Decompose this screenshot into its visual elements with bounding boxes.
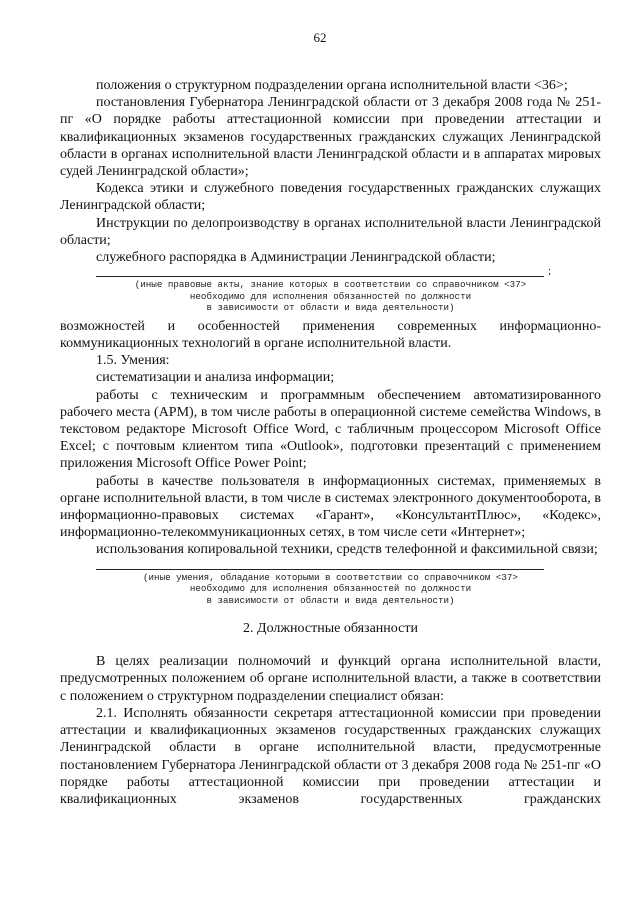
paragraph: Кодекса этики и служебного поведения государственных гражданских служащих Ленинградской области; <box>60 181 601 214</box>
footnote-line: необходимо для исполнения обязанностей по должности <box>189 583 472 595</box>
document-body <box>60 77 601 808</box>
paragraph: систематизации и анализа информации; <box>96 370 335 386</box>
footnote-line: (иные правовые акты, знание которых в соответствии со справочником <37> <box>134 279 527 291</box>
paragraph: Инструкции по делопроизводству в органах исполнительной власти Ленинградской области; <box>60 215 601 248</box>
paragraph: работы в качестве пользователя в информационных системах, применяемых в органе исполнительной власти, в том числе в системах электронного документооборота, в информационно-правовых системах «Гарант», «КонсультантПлюс», «Кодекс», информационно-телекоммуникационных сетях, в том числе сети «Интернет»; <box>60 473 601 541</box>
paragraph: В целях реализации полномочий и функций органа исполнительной власти, предусмотренных положением об органе исполнительной власти, а также в соответствии с положением о структурном подразделении специалист обязан: <box>60 654 601 704</box>
fill-line-semicolon: ; <box>548 265 552 278</box>
paragraph: работы с техническим и программным обеспечением автоматизированного рабочего места (АРМ), в том числе работы в операционной системе семейства Windows, в текстовом редакторе Microsoft Office Word, с табличным процессором Microsoft Office Excel; с почтовым клиентом типа «Outlook», подготовки презентаций с применением приложения Microsoft Office Power Point; <box>60 387 601 472</box>
paragraph: 2.1. Исполнять обязанности секретаря аттестационной комиссии при проведении аттестации и квалификационных экзаменов государственных гражданских служащих Ленинградской области в органе исполнительной власти, предусмотренные постановлением Губернатора Ленинградской области от 3 декабря 2008 года № 251-пг «О порядке работы аттестационной комиссии при проведении аттестации и квалификационных экзаменов государственных гражданских <box>60 705 601 807</box>
footnote-block <box>60 279 601 314</box>
page-number: 62 <box>313 30 327 45</box>
paragraph: возможностей и особенностей применения современных информационно-коммуникационных технологий в органе исполнительной власти. <box>60 318 601 351</box>
paragraph: служебного распорядка в Администрации Ленинградской области; <box>96 250 496 266</box>
footnote-line: в зависимости от области и вида деятельности) <box>206 594 455 606</box>
fill-in-line <box>96 265 552 278</box>
paragraph: положения о структурном подразделении органа исполнительной власти <36>; <box>96 78 568 93</box>
footnote-line: в зависимости от области и вида деятельности) <box>206 302 455 314</box>
subsection-title: 1.5. Умения: <box>96 353 170 369</box>
footnote-line: необходимо для исполнения обязанностей по должности <box>189 290 472 302</box>
footnote-block <box>60 572 601 607</box>
paragraph: использования копировальной техники, средств телефонной и факсимильной связи; <box>96 542 598 558</box>
fill-in-line <box>96 561 544 570</box>
paragraph: постановления Губернатора Ленинградской области от 3 декабря 2008 года № 251-пг «О порядке работы аттестационной комиссии при проведении аттестации и квалификационных экзаменов государственных гражданских служащих Ленинградской области в органах исполнительной власти Ленинградской области и в аппаратах мировых судей Ленинградской области»; <box>60 95 601 180</box>
section-heading: 2. Должностные обязанности <box>243 621 418 637</box>
footnote-line: (иные умения, обладание которыми в соответствии со справочником <37> <box>143 571 518 583</box>
